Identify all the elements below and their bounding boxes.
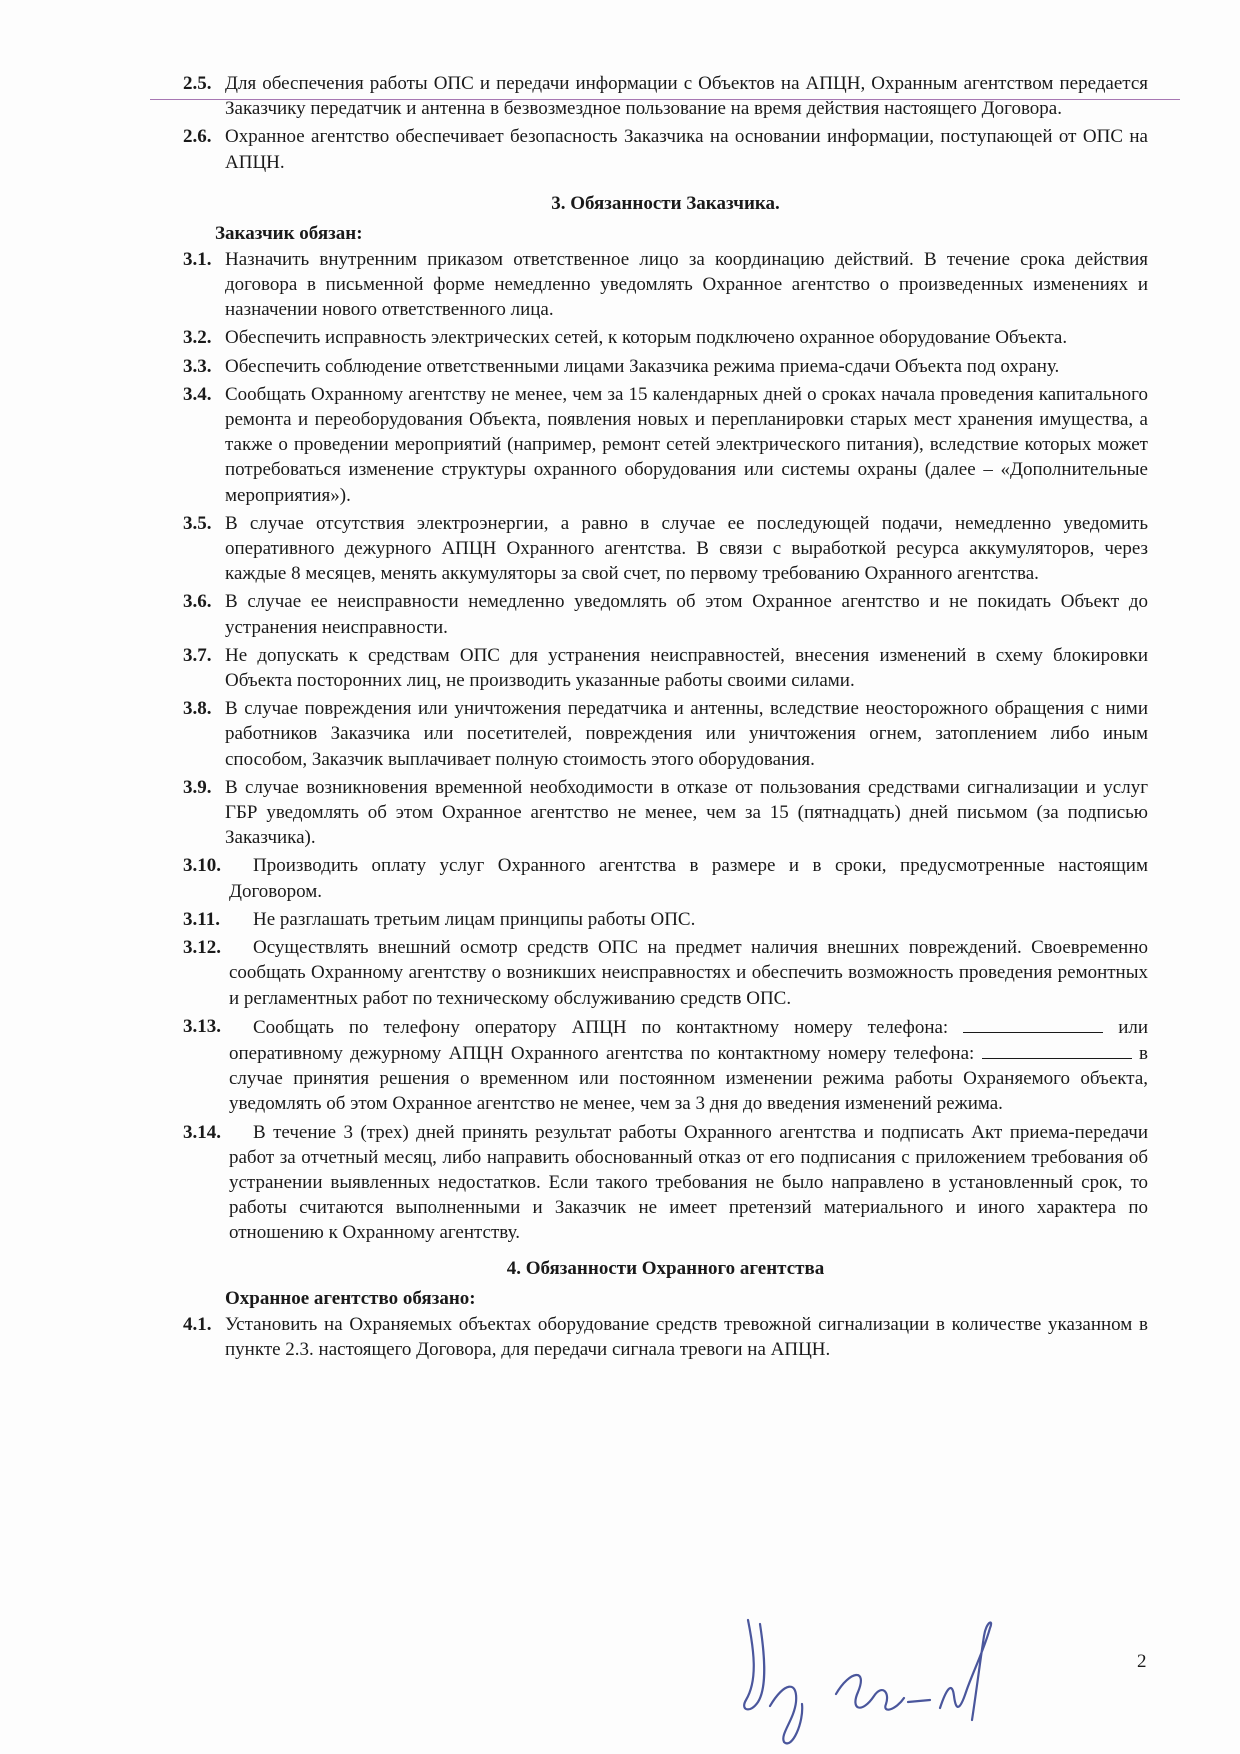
clause-3-6: [183, 589, 1148, 639]
clause-3-4: [183, 382, 1148, 508]
clause-number: 3.8.: [183, 698, 212, 720]
clause-text: Не разглашать третьим лицам принципы работы ОПС.: [253, 908, 696, 930]
clause-3-9: [183, 775, 1148, 851]
clause-3-11: [183, 907, 1148, 932]
signature-stroke-4: [908, 1700, 930, 1702]
section-4-heading: 4. Обязанности Охранного агентства: [506, 1257, 825, 1279]
clause-text-part-a: Сообщать по телефону оператору АПЦН по контактному номеру телефона:: [253, 1016, 949, 1038]
clause-3-14: [183, 1120, 1148, 1246]
section-3-heading: 3. Обязанности Заказчика.: [551, 192, 780, 214]
clause-3-12: [183, 935, 1148, 1011]
clause-3-5: [183, 511, 1148, 587]
clause-number: 3.11.: [183, 908, 220, 930]
clause-text: Для обеспечения работы ОПС и передачи информации с Объектов на АПЦН, Охранным агентством передается Заказчику передатчик и антенна в безвозмездное пользование на время действия настоящего Договора.: [225, 73, 1148, 120]
clause-text: Охранное агентство обеспечивает безопасность Заказчика на основании информации, поступающей от ОПС на АПЦН.: [225, 126, 1148, 173]
clause-4-1: [183, 1312, 1148, 1362]
signature-stroke-2: [770, 1687, 802, 1744]
clause-3-10: [183, 853, 1148, 903]
clause-number: 3.1.: [183, 248, 212, 270]
clause-3-8: [183, 696, 1148, 772]
signature-stroke-1: [744, 1620, 764, 1709]
document-body: [183, 71, 1148, 1365]
clause-number: 3.7.: [183, 644, 212, 666]
clause-3-1: [183, 247, 1148, 323]
phone-blank-dispatcher: [982, 1040, 1132, 1059]
section-3-subject: Заказчик обязан:: [215, 222, 363, 244]
clause-text: Обеспечить исправность электрических сетей, к которым подключено охранное оборудование Объекта.: [225, 327, 1068, 349]
clause-number: 3.10.: [183, 855, 221, 877]
clause-text-part-c: в случае принятия решения о временном или постоянном изменении режима работы Охраняемого объекта, уведомлять об этом Охранное агентство не менее, чем за 3 дня до введения изменений режима.: [229, 1042, 1149, 1115]
clause-number: 3.6.: [183, 591, 212, 613]
clause-number: 3.13.: [183, 1015, 221, 1037]
clause-text: [229, 1014, 1148, 1117]
clause-3-2: [183, 325, 1148, 350]
clause-number: 4.1.: [183, 1313, 212, 1335]
signature-stroke-5: [940, 1622, 991, 1720]
clause-3-13: [183, 1014, 1148, 1117]
clause-number: 3.12.: [183, 937, 221, 959]
clause-text: В случае повреждения или уничтожения передатчика и антенны, вследствие неосторожного обращения с ними работников Заказчика или посетителей, повреждения или уничтожения огнем, затоплением либо иным способом, Заказчик выплачивает полную стоимость этого оборудования.: [225, 698, 1148, 770]
clause-text: В течение 3 (трех) дней принять результат работы Охранного агентства и подписать Акт приема-передачи работ за отчетный месяц, либо направить обоснованный отказ от его подписания с приложением требования об устранении выявленных недостатков. Если такого требования не было направлено в установленный срок, то работы считаются выполненными и Заказчик не имеет претензий материального и иного характера по отношению к Охранному агентству.: [229, 1121, 1148, 1244]
clause-text: Сообщать Охранному агентству не менее, чем за 15 календарных дней о сроках начала проведения капитального ремонта и переоборудования Объекта, появления новых и перепланировки старых мест хранения имущества, а также о проведении мероприятий (например, ремонт сетей электрического питания), вследствие которых может потребоваться изменение структуры охранного оборудования или системы охраны (далее – «Дополнительные мероприятия»).: [225, 383, 1148, 506]
clause-text: Производить оплату услуг Охранного агентства в размере и в сроки, предусмотренные настоящим Договором.: [229, 855, 1148, 902]
clause-text-part-b: или оперативному дежурному АПЦН Охранного агентства по контактному номеру телефона:: [229, 1016, 1149, 1064]
clause-number: 3.3.: [183, 355, 212, 377]
section-4-subject: Охранное агентство обязано:: [225, 1287, 476, 1309]
clause-text: Осуществлять внешний осмотр средств ОПС на предмет наличия внешних повреждений. Своевременно сообщать Охранному агентству о возникших неисправностях и обеспечить возможность проведения ремонтных и регламентных работ по техническому обслуживанию средств ОПС.: [229, 937, 1148, 1009]
clause-number: 3.14.: [183, 1121, 221, 1143]
clause-text: Назначить внутренним приказом ответственное лицо за координацию действий. В течение срока действия договора в письменной форме немедленно уведомлять Охранное агентство о произведенных изменениях и назначении нового ответственного лица.: [225, 248, 1148, 321]
signature-stroke-3: [836, 1675, 904, 1710]
clause-2-5: [183, 71, 1148, 121]
clause-number: 3.4.: [183, 383, 212, 405]
clause-text: В случае ее неисправности немедленно уведомлять об этом Охранное агентство и не покидать Объект до устранения неисправности.: [225, 591, 1148, 638]
clause-text: Установить на Охраняемых объектах оборудование средств тревожной сигнализации в количестве указанном в пункте 2.3. настоящего Договора, для передачи сигнала тревоги на АПЦН.: [225, 1313, 1148, 1360]
clause-text: Обеспечить соблюдение ответственными лицами Заказчика режима приема-сдачи Объекта под охрану.: [225, 355, 1060, 377]
handwritten-signatures: [740, 1610, 1100, 1750]
page-number: 2: [1137, 1651, 1147, 1672]
clause-text: В случае возникновения временной необходимости в отказе от пользования средствами сигнализации и услуг ГБР уведомлять об этом Охранное агентство не менее, чем за 15 (пятнадцать) дней письмом (за подписью Заказчика).: [225, 776, 1148, 849]
clause-3-3: [183, 354, 1148, 379]
clause-2-6: [183, 124, 1148, 174]
clause-number: 3.5.: [183, 512, 212, 534]
clause-text: В случае отсутствия электроэнергии, а равно в случае ее последующей подачи, немедленно уведомить оперативного дежурного АПЦН Охранного агентства. В связи с выработкой ресурса аккумуляторов, через каждые 8 месяцев, менять аккумуляторы за свой счет, по первому требованию Охранного агентства.: [225, 512, 1148, 585]
clause-number: 2.5.: [183, 73, 212, 94]
clause-number: 2.6.: [183, 126, 212, 148]
phone-blank-operator: [963, 1014, 1103, 1033]
clause-text: Не допускать к средствам ОПС для устранения неисправностей, внесения изменений в схему блокировки Объекта посторонних лиц, не производить указанные работы своими силами.: [225, 644, 1148, 692]
clause-3-7: [183, 643, 1148, 693]
clause-number: 3.2.: [183, 327, 212, 349]
clause-number: 3.9.: [183, 776, 212, 798]
